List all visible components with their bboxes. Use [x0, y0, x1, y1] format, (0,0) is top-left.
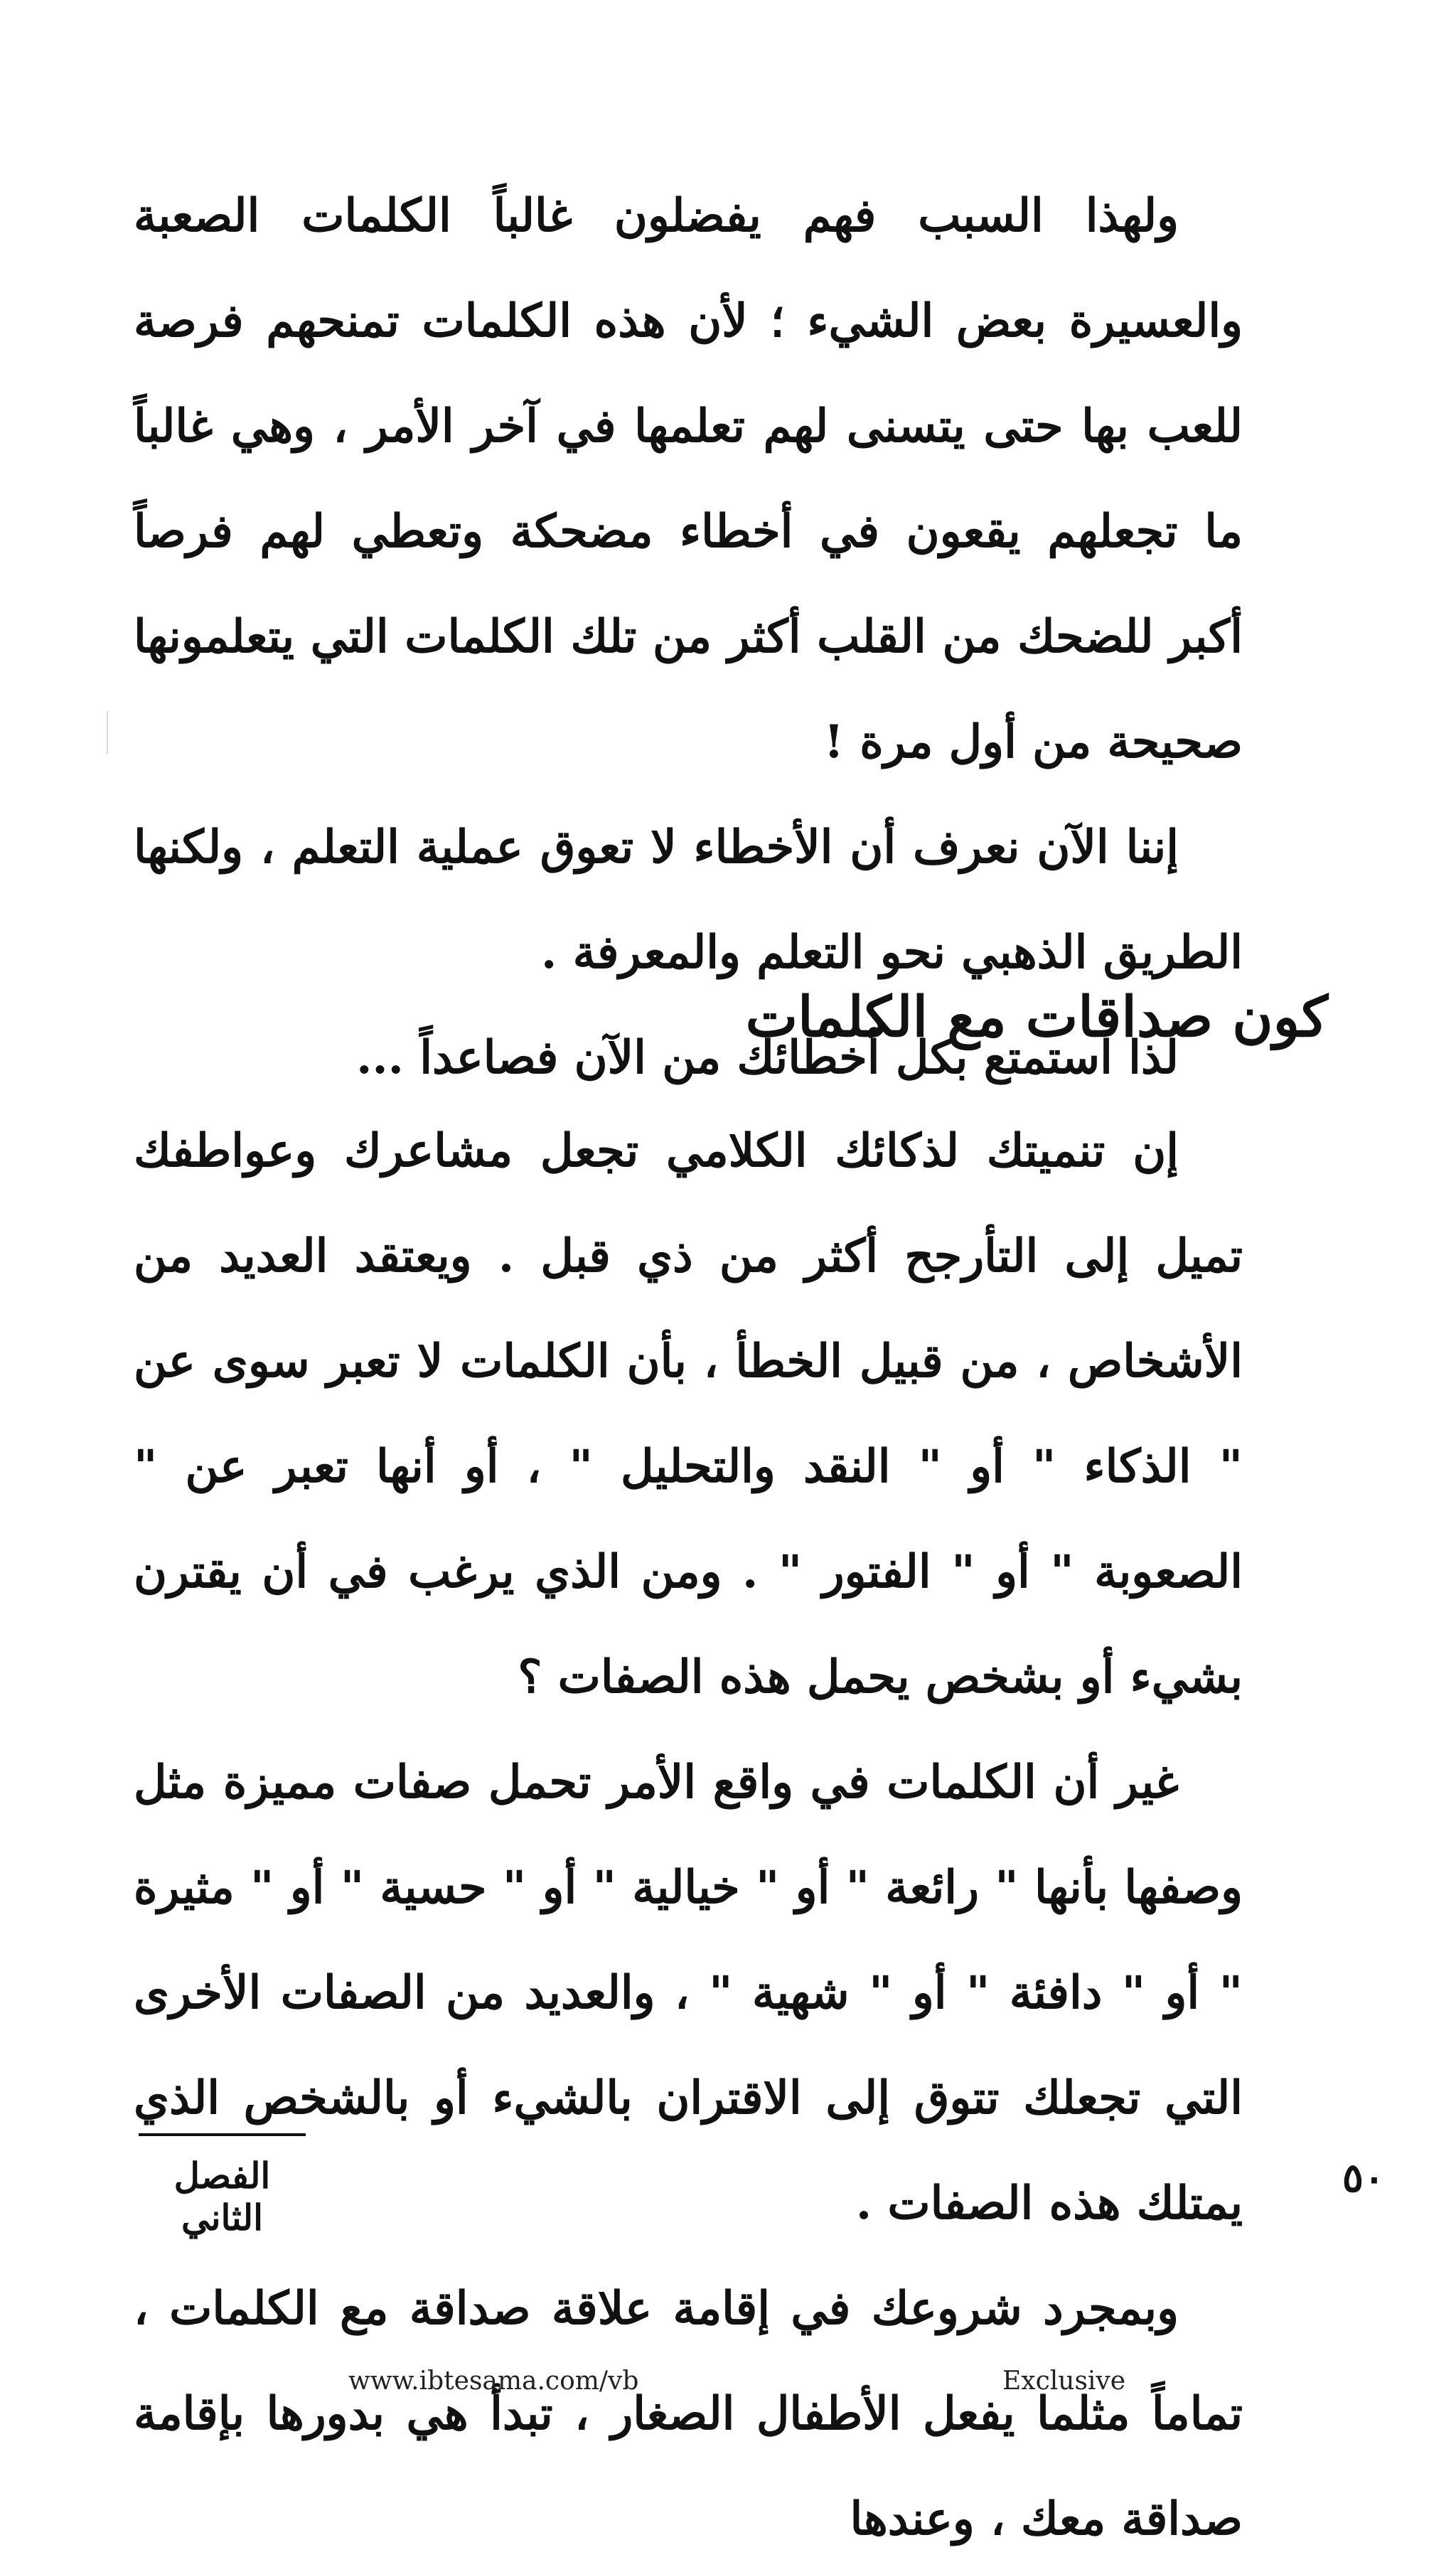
- paragraph-enjoy-mistakes: لذا استمتع بكل أخطائك من الآن فصاعداً ...: [356, 1031, 1179, 1084]
- chapter-label: الفصل الثاني: [173, 2155, 271, 2239]
- paragraph-word-qualities: غير أن الكلمات في واقع الأمر تحمل صفات مميزة مثل وصفها بأنها " رائعة " أو " خيالية " أو " حسية " أو " مثيرة " أو " دافئة " أو " شهية " ، والعديد من الصفات الأخرى التي تجعلك تتوق إلى الاقتران بالشيء أو بالشخص الذي يمتلك هذه الصفات .: [134, 1756, 1243, 2230]
- bottom-text-block: [134, 1099, 1243, 2572]
- page-number: ٥٠: [1342, 2155, 1385, 2202]
- paragraph-mistakes-golden-path: إننا الآن نعرف أن الأخطاء لا تعوق عملية التعلم ، ولكنها الطريق الذهبي نحو التعلم والمعرفة .: [134, 821, 1243, 979]
- footer-divider: [139, 2133, 306, 2136]
- paragraph-mistakes-fun: ولهذا السبب فهم يفضلون غالباً الكلمات الصعبة والعسيرة بعض الشيء ؛ لأن هذه الكلمات تمنحهم فرصة للعب بها حتى يتسنى لهم تعلمها في آخر الأمر ، وهي غالباً ما تجعلهم يقعون في أخطاء مضحكة وتعطي لهم فرصاً أكبر للضحك من القلب أكثر من تلك الكلمات التي يتعلمونها صحيحة من أول مرة !: [134, 189, 1243, 769]
- top-text-block: [134, 164, 1243, 1111]
- paragraph-word-friendship: وبمجرد شروعك في إقامة علاقة صداقة مع الكلمات ، تماماً مثلما يفعل الأطفال الصغار ، تبدأ هي بدورها بإقامة صداقة معك ، وعندها: [134, 2282, 1243, 2546]
- scan-margin-mark: [107, 711, 108, 754]
- exclusive-watermark: Exclusive: [1002, 2366, 1126, 2396]
- site-url-watermark: www.ibtesama.com/vb: [348, 2366, 639, 2396]
- paragraph-verbal-intelligence: إن تنميتك لذكائك الكلامي تجعل مشاعرك وعواطفك تميل إلى التأرجح أكثر من ذي قبل . ويعتقد العديد من الأشخاص ، من قبيل الخطأ ، بأن الكلمات لا تعبر سوى عن " الذكاء " أو " النقد والتحليل " ، أو أنها تعبر عن " الصعوبة " أو " الفتور " . ومن الذي يرغب في أن يقترن بشيء أو بشخص يحمل هذه الصفات ؟: [134, 1124, 1243, 1704]
- section-heading: كون صداقات مع الكلمات: [745, 985, 1328, 1050]
